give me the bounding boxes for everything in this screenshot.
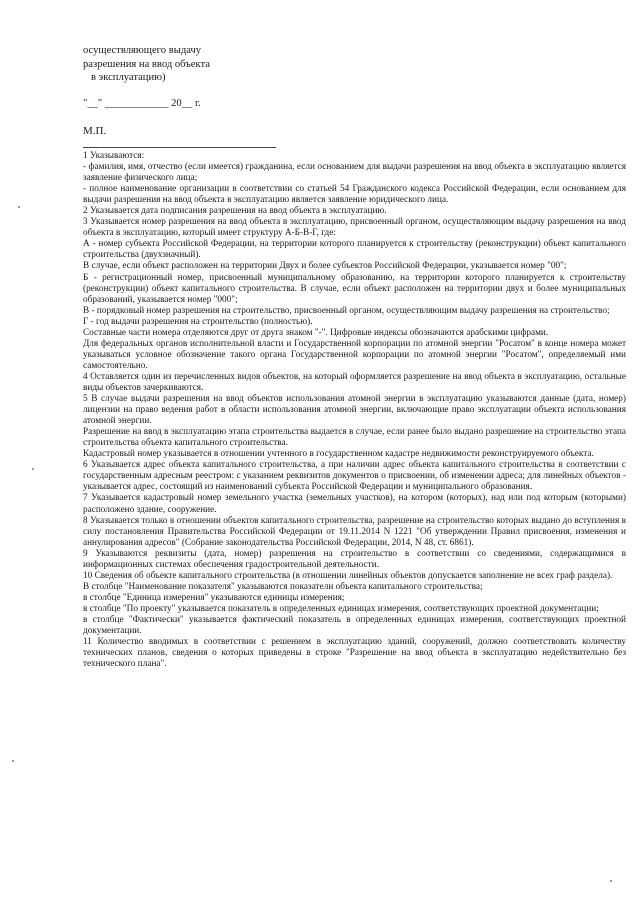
footnote-paragraph: - фамилия, имя, отчество (если имеется) гражданина, если основанием для выдачи разрешения на ввод объекта в эксплуатацию является заявление физического лица; bbox=[83, 162, 626, 184]
footnote-paragraph: В случае, если объект расположен на территории Двух и более субъектов Российской Федерации, указывается номер "00"; bbox=[83, 261, 567, 272]
footnote-paragraph: 10 Сведения об объекте капитального строительства (в отношении линейных объектов допускается заполнение не всех граф раздела). bbox=[83, 570, 613, 581]
issuer-caption-line-3: в эксплуатацию) bbox=[91, 72, 166, 83]
scan-speck bbox=[610, 880, 612, 882]
footnote-paragraph: Разрешение на ввод в эксплуатацию этапа строительства выдается в случае, если ранее было выдано разрешение на строительство этапа строительства объекта капитального строительства. bbox=[83, 427, 626, 449]
scan-speck bbox=[32, 468, 34, 470]
issuer-caption-line-2: разрешения на ввод объекта bbox=[83, 58, 210, 70]
footnote-paragraph: 11 Количество вводимых в соответствии с решением в эксплуатацию зданий, сооружений, должно соответствовать количеству технических планов, сведения о которых приведены в строке "Разрешение на ввод объекта в эксплуатацию недействительно без технического плана". bbox=[83, 637, 626, 670]
footnote-paragraph: А - номер субъекта Российской Федерации, на территории которого планируется к строительству (реконструкции) объект капитального строительства (двухзначный). bbox=[83, 239, 626, 261]
footnote-paragraph: Кадастровый номер указывается в отношении учтенного в государственном кадастре недвижимости реконструируемого объекта. bbox=[83, 449, 594, 460]
footnote-paragraph: 6 Указывается адрес объекта капитального строительства, а при наличии адрес объекта капитального строительства в соответствии с государственным адресным реестром: с указанием реквизитов документов о присвоении, об изменении адреса; для линейных объектов - указывается адрес, состоящий из наименований субъекта Российской Федерации и муниципального образования. bbox=[83, 460, 626, 493]
scan-speck bbox=[18, 206, 20, 208]
footnote-paragraph: 7 Указывается кадастровый номер земельного участка (земельных участков), на котором (которых), над или под которым (которыми) расположено здание, сооружение. bbox=[83, 493, 626, 515]
issuer-caption bbox=[83, 44, 210, 85]
stamp-label: М.П. bbox=[83, 125, 107, 137]
footnote-paragraph: Составные части номера отделяются друг от друга знаком "-". Цифровые индексы обозначаются арабскими цифрами. bbox=[83, 327, 549, 338]
footnote-paragraph: 4 Оставляется один из перечисленных видов объектов, на который оформляется разрешение на ввод объекта в эксплуатацию, остальные виды объектов зачеркиваются. bbox=[83, 371, 626, 393]
footnote-paragraph: - полное наименование организации в соответствии со статьей 54 Гражданского кодекса Российской Федерации, если основанием для выдачи разрешения на ввод объекта в эксплуатацию является заявление юридического лица. bbox=[83, 184, 626, 206]
footnote-paragraph: 8 Указывается только в отношении объектов капитального строительства, разрешение на строительство которых выдано до вступления в силу постановления Правительства Российской Федерации от 19.11.2014 N 1221 "Об утверждении Правил присвоения, изменения и аннулирования адресов" (Собрание законодательства Российской Федерации, 2014, N 48, ст. 6861). bbox=[83, 515, 626, 548]
footnote-paragraph: Г - год выдачи разрешения на строительство (полностью). bbox=[83, 316, 313, 327]
footnote-paragraph: Б - регистрационный номер, присвоенный муниципальному образованию, на территории которого планируется к строительству (реконструкции) объект капитального строительства. В случае, если объект расположен на территории двух и более муниципальных образований, указывается номер "000"; bbox=[83, 272, 626, 305]
footnote-paragraph: в столбце "Фактически" указывается фактический показатель в определенных единицах измерения, соответствующих проектной документации. bbox=[83, 614, 626, 637]
footnote-paragraph: 1 Указываются: bbox=[83, 151, 145, 161]
footnote-paragraph: В - порядковый номер разрешения на строительство, присвоенный органом, осуществляющим выдачу разрешения на строительство; bbox=[83, 305, 610, 316]
issuer-caption-line-1: осуществляющего выдачу bbox=[83, 45, 202, 56]
footnote-paragraph: 5 В случае выдачи разрешения на ввод объектов использования атомной энергии в эксплуатацию указываются данные (дата, номер) лицензии на право ведения работ в области использования атомной энергии, включающие право эксплуатации объекта использования атомной энергии. bbox=[83, 394, 626, 427]
footnotes bbox=[83, 151, 626, 670]
footnote-paragraph: 2 Указывается дата подписания разрешения на ввод объекта в эксплуатацию. bbox=[83, 206, 387, 217]
footnote-paragraph: 9 Указываются реквизиты (дата, номер) разрешения на строительство в соответствии со сведениями, содержащимися в информационных системах обеспечения градостроительной деятельности. bbox=[83, 548, 626, 570]
footnote-paragraph: 3 Указывается номер разрешения на ввод объекта в эксплуатацию, присвоенный органом, осуществляющим выдачу разрешения на ввод объекта в эксплуатацию, который имеет структуру А-Б-В-Г, где: bbox=[83, 217, 626, 239]
date-line: "__" ____________ 20__ г. bbox=[83, 98, 201, 109]
footnote-paragraph: В столбце "Наименование показателя" указываются показатели объекта капитального строительства; bbox=[83, 581, 483, 592]
footnote-divider bbox=[83, 147, 276, 148]
footnote-paragraph: Для федеральных органов исполнительной власти и Государственной корпорации по атомной энергии "Росатом" в конце номера может указываться условное обозначение такого органа Государственной корпорации по атомной энергии "Росатом", определяемый ими самостоятельно. bbox=[83, 338, 626, 371]
footnote-paragraph: в столбце "Единица измерения" указываются единицы измерения; bbox=[83, 592, 345, 603]
scan-speck bbox=[12, 760, 14, 762]
footnote-paragraph: в столбце "По проекту" указывается показатель в определенных единицах измерения, соответствующих проектной документации; bbox=[83, 603, 599, 614]
